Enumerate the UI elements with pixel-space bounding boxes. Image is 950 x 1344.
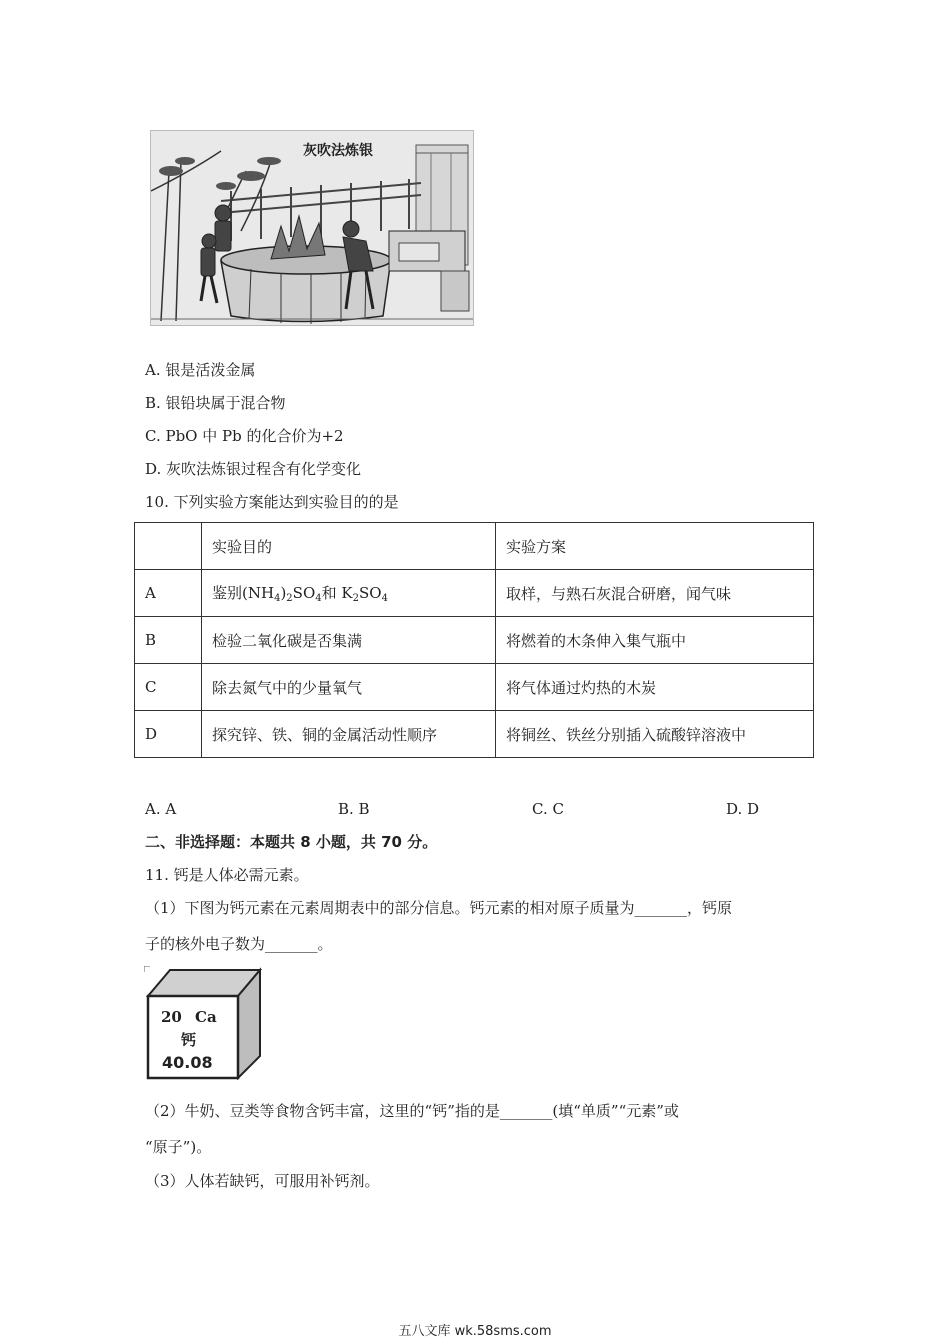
q11-part2-line1: （2）牛奶、豆类等食物含钙丰富，这里的“钙”指的是_______(填“单质”“元素”或 xyxy=(145,1102,679,1120)
row-plan: 将燃着的木条伸入集气瓶中 xyxy=(496,617,814,664)
atomic-number: 20 xyxy=(161,1008,182,1026)
illustration-caption: 灰吹法炼银 xyxy=(303,143,373,159)
row-plan: 取样，与熟石灰混合研磨，闻气味 xyxy=(496,570,814,617)
row-plan: 将铜丝、铁丝分别插入硫酸锌溶液中 xyxy=(496,711,814,758)
row-label: A xyxy=(135,570,202,617)
formula-subscript: 2 xyxy=(352,593,359,604)
formula-subscript: 4 xyxy=(381,593,388,604)
element-name: 钙 xyxy=(181,1031,197,1049)
formula-part: SO xyxy=(358,584,382,602)
q11-part1-line1: （1）下图为钙元素在元素周期表中的部分信息。钙元素的相对原子质量为_______，钙原 xyxy=(145,899,733,917)
table-row xyxy=(135,570,814,617)
q9-option-b: B. 银铅块属于混合物 xyxy=(145,394,286,412)
table-header-label xyxy=(135,523,202,570)
row-purpose: 除去氮气中的少量氧气 xyxy=(202,664,496,711)
table-row xyxy=(135,664,814,711)
q10-stem: 10. 下列实验方案能达到实验目的的是 xyxy=(145,493,399,511)
q11-part1-line2: 子的核外电子数为_______。 xyxy=(145,935,333,953)
experiment-table xyxy=(134,522,814,758)
formula-part: ) xyxy=(280,584,287,602)
calcium-element-tile xyxy=(144,966,262,1082)
q10-choice-b: B. B xyxy=(338,800,370,818)
row-purpose xyxy=(202,570,496,617)
formula-subscript: 2 xyxy=(286,593,293,604)
formula-subscript: 4 xyxy=(315,593,322,604)
table-header-plan: 实验方案 xyxy=(496,523,814,570)
q9-option-a: A. 银是活泼金属 xyxy=(145,361,256,379)
row-purpose: 探究锌、铁、铜的金属活动性顺序 xyxy=(202,711,496,758)
table-row xyxy=(135,617,814,664)
q10-choice-a: A. A xyxy=(145,800,177,818)
table-row xyxy=(135,711,814,758)
table-header-row xyxy=(135,523,814,570)
row-label: D xyxy=(135,711,202,758)
atomic-mass: 40.08 xyxy=(162,1053,213,1072)
row-label: B xyxy=(135,617,202,664)
formula-part: 鉴别(NH xyxy=(212,584,275,602)
q11-part3: （3）人体若缺钙，可服用补钙剂。 xyxy=(145,1172,380,1190)
q10-choice-c: C. C xyxy=(532,800,564,818)
table-header-purpose: 实验目的 xyxy=(202,523,496,570)
row-purpose: 检验二氧化碳是否集满 xyxy=(202,617,496,664)
row-plan: 将气体通过灼热的木炭 xyxy=(496,664,814,711)
section-heading: 二、非选择题：本题共 8 小题，共 70 分。 xyxy=(145,833,438,851)
q11-part2-line2: “原子”)。 xyxy=(145,1138,212,1156)
footer-watermark: 五八文库 wk.58sms.com xyxy=(398,1324,552,1339)
q9-option-d: D. 灰吹法炼银过程含有化学变化 xyxy=(145,460,362,478)
q9-option-c: C. PbO 中 Pb 的化合价为+2 xyxy=(145,427,344,445)
q11-stem: 11. 钙是人体必需元素。 xyxy=(145,866,309,884)
silver-refining-illustration xyxy=(150,130,474,326)
formula-subscript: 4 xyxy=(274,593,281,604)
formula-part: 和 K xyxy=(321,584,353,602)
q10-choice-d: D. D xyxy=(726,800,760,818)
element-symbol: Ca xyxy=(195,1008,217,1026)
formula-part: SO xyxy=(292,584,316,602)
row-label: C xyxy=(135,664,202,711)
